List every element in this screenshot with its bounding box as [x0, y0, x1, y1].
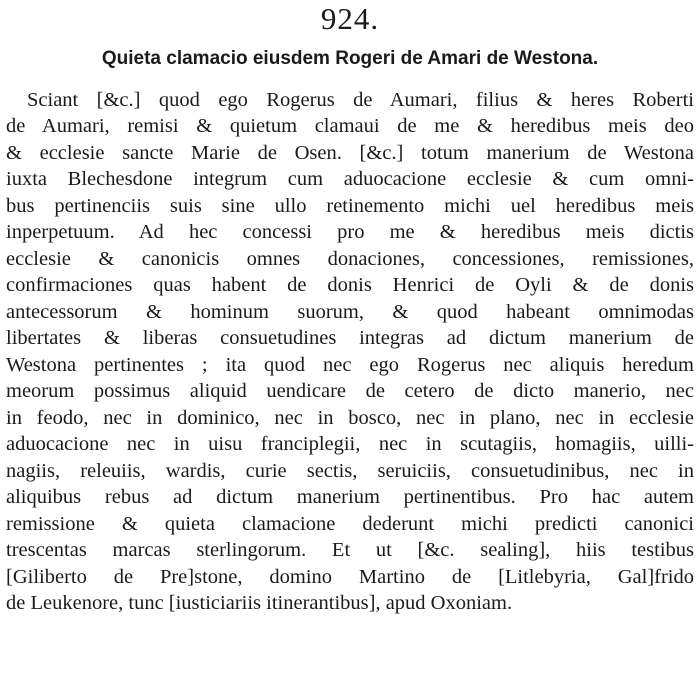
text-line-2: de Aumari, remisi & quietum clamaui de me & heredibus meis deo [6, 115, 694, 137]
text-line-13: in feodo, nec in dominico, nec in bosco, nec in plano, nec in ecclesie [6, 407, 694, 429]
text-line-15: nagiis, releuiis, wardis, curie sectis, seruiciis, consuetudinibus, nec in [6, 460, 694, 482]
text-line-18: trescentas marcas sterlingorum. Et ut [&c. sealing], hiis testibus [6, 539, 694, 561]
text-line-20: de Leukenore, tunc [iusticiariis itinerantibus], apud Oxoniam. [6, 592, 513, 614]
text-line-16: aliquibus rebus ad dictum manerium pertinentibus. Pro hac autem [6, 486, 694, 508]
text-line-8: confirmaciones quas habent de donis Henrici de Oyli & de donis [6, 274, 694, 296]
text-line-3: & ecclesie sancte Marie de Osen. [&c.] totum manerium de Westona [6, 142, 694, 164]
text-line-14: aduocacione nec in uisu franciplegii, nec in scutagiis, homagiis, uilli- [6, 433, 694, 455]
text-line-1: Sciant [&c.] quod ego Rogerus de Aumari, filius & heres Roberti [27, 89, 694, 111]
text-line-12: meorum possimus aliquid uendicare de cetero de dicto manerio, nec [6, 380, 694, 402]
text-line-19: [Giliberto de Pre]stone, domino Martino de [Litlebyria, Gal]frido [6, 566, 694, 588]
text-line-11: Westona pertinentes ; ita quod nec ego Rogerus nec aliquis heredum [6, 354, 694, 376]
text-line-17: remissione & quieta clamacione dederunt michi predicti canonici [6, 513, 694, 535]
document-title: Quieta clamacio eiusdem Rogeri de Amari de Westona. [101, 48, 599, 69]
text-line-4: iuxta Blechesdone integrum cum aduocacione ecclesie & cum omni- [6, 168, 694, 190]
text-line-9: antecessorum & hominum suorum, & quod habeant omnimodas [6, 301, 694, 323]
text-line-6: inperpetuum. Ad hec concessi pro me & heredibus meis dictis [6, 221, 694, 243]
document-number: 924. [320, 1, 380, 36]
text-line-5: bus pertinenciis suis sine ullo retinemento michi uel heredibus meis [6, 195, 694, 217]
text-line-7: ecclesie & canonicis omnes donaciones, concessiones, remissiones, [6, 248, 694, 270]
text-line-10: libertates & liberas consuetudines integras ad dictum manerium de [6, 327, 694, 349]
